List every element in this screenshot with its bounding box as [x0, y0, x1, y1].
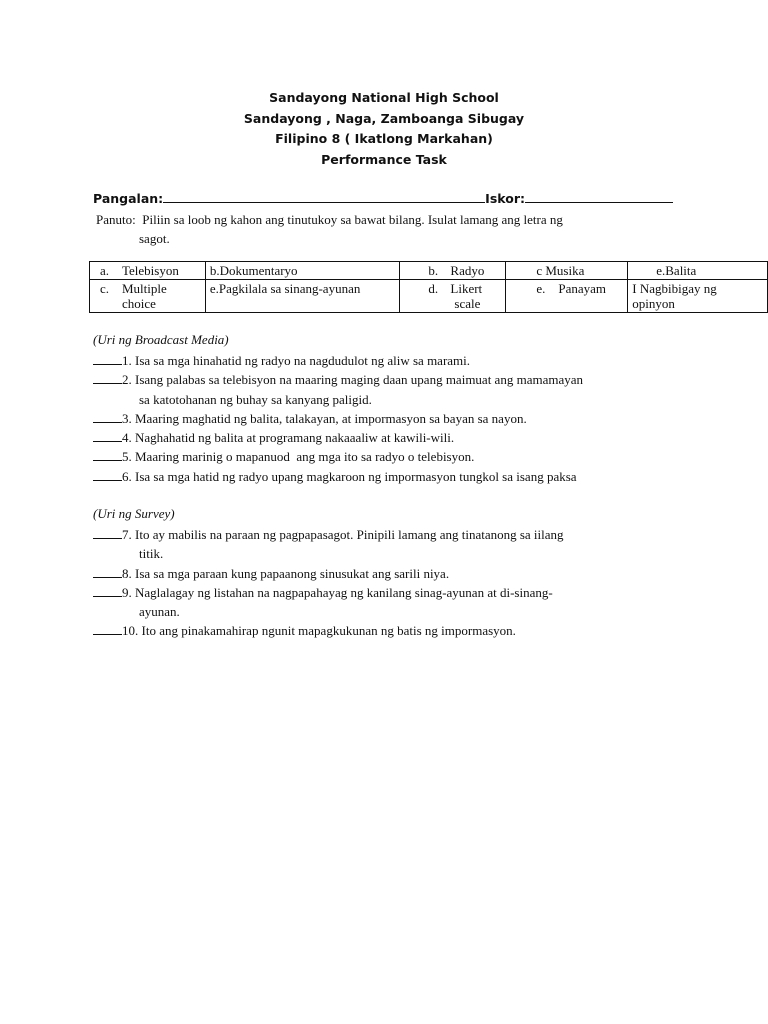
question-item	[93, 351, 693, 370]
score-field[interactable]	[525, 190, 673, 203]
choice-cell	[90, 280, 206, 313]
choice-cell	[506, 262, 628, 280]
choice-text-cont: scale	[454, 296, 481, 311]
question-item	[93, 409, 693, 428]
choice-text: Panayam	[558, 281, 606, 296]
question-list-survey	[93, 525, 693, 641]
choice-letter: e.	[536, 281, 546, 296]
choice-letter: b.	[428, 263, 439, 278]
question-number: 5.	[122, 449, 132, 465]
school-name: Sandayong National High School	[269, 90, 499, 105]
name-label: Pangalan:	[93, 191, 164, 206]
question-text: Maaring maghatid ng balita, talakayan, at impormasyon sa bayan sa nayon.	[135, 410, 527, 426]
instructions-text-cont: sagot.	[139, 231, 170, 246]
question-text: Isa sa mga hinahatid ng radyo na nagdudulot ng aliw sa marami.	[135, 353, 471, 368]
question-item	[93, 447, 693, 466]
question-text-cont: sa katotohanan ng buhay sa kanyang paligid.	[139, 391, 372, 407]
choice-text: Multiple	[122, 281, 167, 296]
question-list-broadcast	[93, 351, 693, 486]
choice-text: I Nagbibigay ng	[632, 281, 717, 296]
answer-blank[interactable]	[93, 372, 122, 384]
answer-blank[interactable]	[93, 430, 122, 442]
choice-letter: a.	[100, 263, 110, 278]
choice-text: c Musika	[536, 263, 585, 278]
choice-cell	[90, 262, 206, 280]
question-item	[93, 564, 693, 583]
answer-blank[interactable]	[93, 449, 122, 461]
question-number: 3.	[122, 410, 132, 426]
task-title: Performance Task	[321, 151, 447, 167]
question-item	[93, 467, 693, 486]
question-item	[93, 583, 693, 602]
answer-blank[interactable]	[93, 469, 122, 481]
question-number: 2.	[122, 372, 132, 388]
choice-text: Radyo	[450, 263, 485, 278]
choice-cell	[628, 280, 768, 313]
question-number: 8.	[122, 565, 132, 581]
choice-cell	[628, 262, 768, 280]
choice-cell	[400, 280, 506, 313]
section-title-broadcast: (Uri ng Broadcast Media)	[93, 332, 229, 347]
question-text: Isang palabas sa telebisyon na maaring maging daan upang maimuat ang mamamayan	[135, 372, 583, 388]
school-address: Sandayong , Naga, Zamboanga Sibugay	[243, 110, 525, 126]
choice-text: e.Pagkilala sa sinang-ayunan	[209, 281, 361, 296]
choices-row	[90, 280, 768, 313]
choice-letter: c.	[100, 281, 110, 296]
instructions-label: Panuto:	[96, 212, 136, 227]
name-field[interactable]	[163, 190, 485, 203]
question-number: 6.	[122, 468, 132, 484]
choice-text: b.Dokumentaryo	[209, 263, 298, 278]
question-text: Isa sa mga paraan kung papaanong sinusukat ang sarili niya.	[135, 565, 450, 581]
question-number: 9.	[122, 584, 132, 600]
question-number: 1.	[122, 353, 132, 368]
answer-blank[interactable]	[93, 411, 122, 423]
question-text: Ito ay mabilis na paraan ng pagpapasagot. Pinipili lamang ang tinatanong sa iilang	[135, 527, 564, 542]
name-score-line	[93, 190, 673, 206]
choice-text: Telebisyon	[122, 263, 179, 278]
choice-cell	[205, 262, 400, 280]
section-title-survey: (Uri ng Survey)	[93, 506, 175, 521]
choice-cell	[205, 280, 400, 313]
choice-text: e.Balita	[656, 263, 697, 278]
question-text: Maaring marinig o mapanuod ang mga ito sa radyo o telebisyon.	[135, 449, 475, 465]
choice-text-cont: choice	[122, 296, 156, 311]
question-number: 4.	[122, 430, 132, 446]
choice-text-cont: opinyon	[632, 296, 675, 311]
question-item	[93, 621, 693, 640]
choice-letter: d.	[428, 281, 439, 296]
question-number: 10.	[122, 623, 139, 639]
choices-row	[90, 262, 768, 280]
instructions-text: Piliin sa loob ng kahon ang tinutukoy sa bawat bilang. Isulat lamang ang letra ng	[142, 212, 563, 227]
worksheet-header	[0, 88, 768, 170]
question-item	[93, 370, 693, 389]
question-text: Isa sa mga hatid ng radyo upang magkaroon ng impormasyon tungkol sa isang paksa	[135, 468, 577, 484]
answer-blank[interactable]	[93, 566, 122, 578]
answer-blank[interactable]	[93, 353, 122, 365]
question-number: 7.	[122, 527, 132, 542]
question-item	[93, 525, 693, 544]
answer-blank[interactable]	[93, 527, 122, 539]
question-text: Ito ang pinakamahirap ngunit mapagkukunan ng batis ng impormasyon.	[138, 623, 516, 639]
choice-cell	[506, 280, 628, 313]
instructions	[96, 210, 676, 248]
choice-cell	[400, 262, 506, 280]
score-label: Iskor:	[485, 191, 525, 206]
choices-table	[89, 261, 768, 313]
question-text-cont: titik.	[139, 546, 164, 562]
question-text: Naglalagay ng listahan na nagpapahayag ng kanilang sinag-ayunan at di-sinang-	[135, 584, 553, 600]
question-item	[93, 428, 693, 447]
answer-blank[interactable]	[93, 585, 122, 597]
subject-title: Filipino 8 ( Ikatlong Markahan)	[275, 131, 493, 146]
answer-blank[interactable]	[93, 623, 122, 635]
question-text-cont: ayunan.	[139, 604, 180, 620]
choice-text: Likert	[450, 281, 483, 296]
question-text: Naghahatid ng balita at programang nakaaaliw at kawili-wili.	[135, 430, 455, 446]
